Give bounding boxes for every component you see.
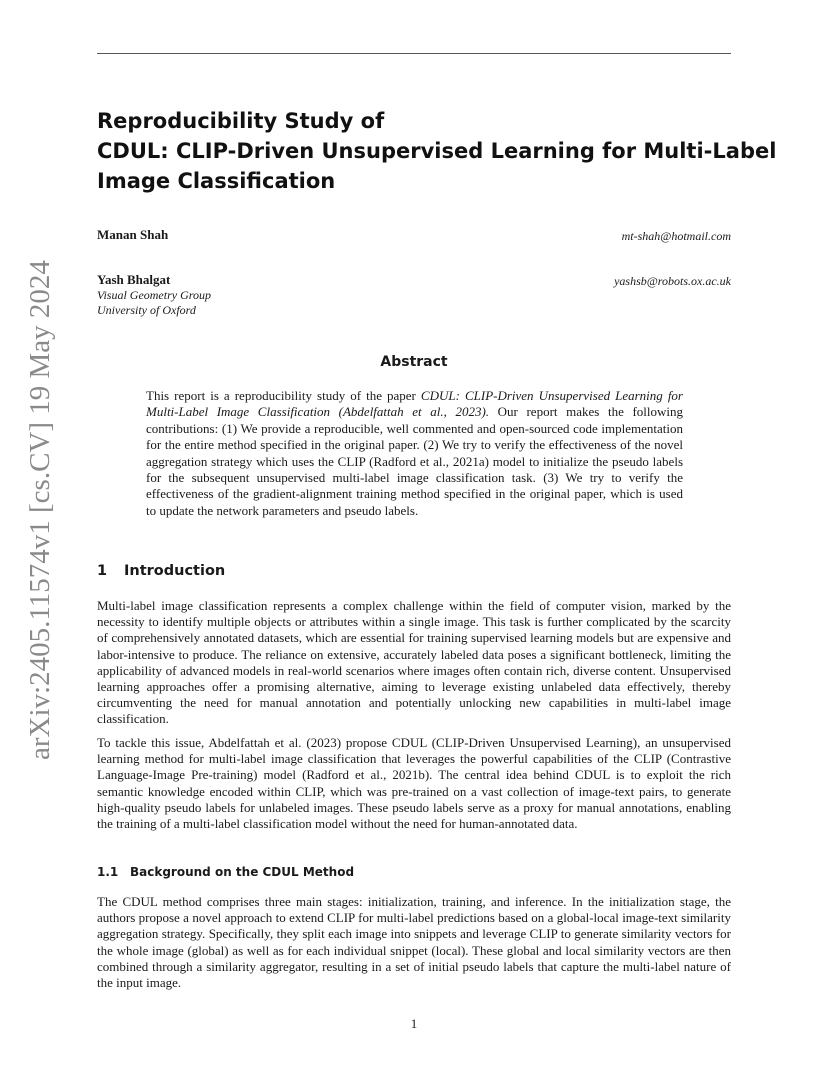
section-heading (97, 563, 225, 579)
paragraph: Multi-label image classification represents a complex challenge within the field of computer vision, marked by the necessity to identify multiple objects or attributes within a single image. This task is further complicated by the scarcity of comprehensively annotated datasets, which are essential for training supervised learning models but are expensive and labor-intensive to produce. The reliance on extensive, accurately labeled data poses a significant bottleneck, limiting the applicability of advanced models in real-world scenarios where images often contain rich, diverse content. Unsupervised learning approaches offer a promising alternative, aiming to leverage existing unlabeled data effectively, thereby circumventing the need for manual annotation and potentially unlocking new capabilities in multi-label image classification. (97, 598, 731, 727)
author-name: Manan Shah (97, 227, 169, 242)
author-affiliation: Visual Geometry Group (97, 288, 211, 302)
title-line: Reproducibility Study of (97, 109, 385, 133)
paragraph: To tackle this issue, Abdelfattah et al. (2023) propose CDUL (CLIP-Driven Unsupervised Learning), an unsupervised learning method for multi-label image classification that leverages the powerful capabilities of the CLIP (Contrastive Language-Image Pre-training) model (Radford et al., 2021b). The central idea behind CDUL is to exploit the rich semantic knowledge encoded within CLIP, which was pre-trained on a vast collection of image-text pairs, to generate high-quality pseudo labels for unlabeled images. These pseudo labels serve as a proxy for manual annotations, enabling the training of a multi-label classification model without the need for human-annotated data. (97, 735, 731, 832)
abstract-text-part: This report is a reproducibility study of the paper (146, 388, 421, 403)
author-block (97, 227, 168, 243)
subsection-heading (97, 865, 354, 879)
paragraph: The CDUL method comprises three main stages: initialization, training, and inference. In the initialization stage, the authors propose a novel approach to extend CLIP for multi-label predictions based on a global-local image-text similarity aggregation strategy. Specifically, they split each image into snippets and leverage CLIP to generate similarity vectors for the whole image (global) as well as for each individual snippet (local). These global and local similarity vectors are then combined through a similarity aggregator, resulting in a set of initial pseudo labels that capture the multi-label nature of the input image. (97, 894, 731, 991)
section-number: 1 (97, 563, 108, 579)
author-email: yashsb@robots.ox.ac.uk (614, 274, 731, 288)
cited-paper-title: CDUL: CLIP-Driven Unsupervised Learning for Multi-Label Image Classification (Abdelfattah et al., 2023). (146, 388, 683, 420)
abstract-heading: Abstract (380, 354, 448, 370)
author-block (97, 272, 211, 318)
title-line: CDUL: CLIP-Driven Unsupervised Learning for Multi-Label (97, 139, 777, 163)
subsection-number: 1.1 (97, 865, 119, 879)
title-line: Image Classification (97, 169, 336, 193)
author-email: mt-shah@hotmail.com (621, 229, 731, 243)
top-rule (97, 53, 731, 54)
abstract-text-part: Our report makes the following contributions: (1) We provide a reproducible, well commented and open-sourced code implementation for the entire method specified in the original paper. (2) We try to verify the effectiveness of the novel aggregation strategy which uses the CLIP (Radford et al., 2021a) model to initialize the pseudo labels for the subsequent unsupervised multi-label image classification task. (3) We try to verify the effectiveness of the gradient-alignment training method specified in the original paper, which is used to update the network parameters and pseudo labels. (146, 404, 683, 518)
abstract-text (146, 388, 683, 519)
section-title: Introduction (124, 563, 226, 579)
author-affiliation: University of Oxford (97, 303, 196, 317)
author-name: Yash Bhalgat (97, 272, 171, 287)
subsection-title: Background on the CDUL Method (130, 865, 355, 879)
page-number: 1 (410, 1016, 418, 1031)
arxiv-identifier: arXiv:2405.11574v1 [cs.CV] 19 May 2024 (24, 260, 56, 760)
paper-title (97, 106, 777, 196)
